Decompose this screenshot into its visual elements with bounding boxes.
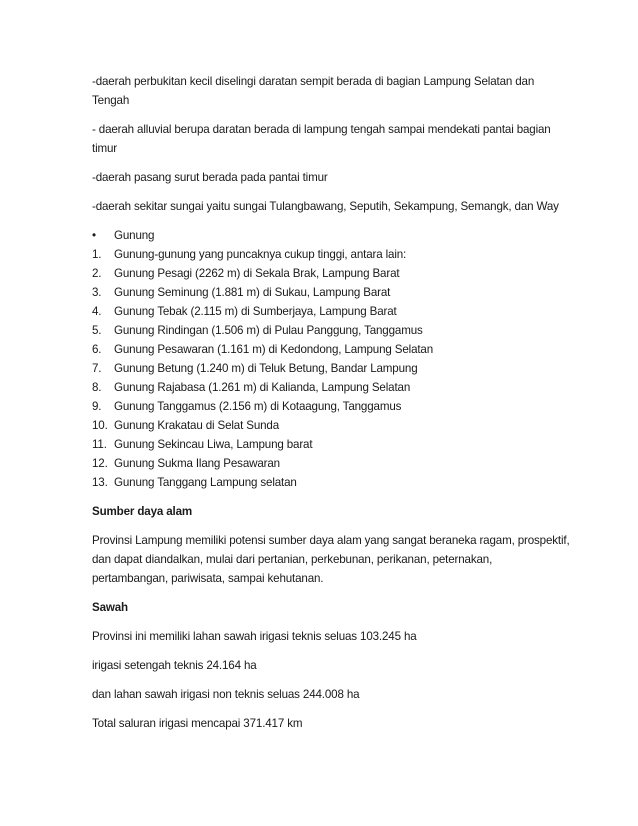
list-marker: 8. [92, 381, 102, 394]
list-item-text: Gunung [114, 229, 155, 242]
list-marker: 13. [92, 476, 108, 489]
list-item-text: Gunung Sekincau Liwa, Lampung barat [114, 438, 313, 451]
list-item [92, 359, 570, 378]
paragraph-pasang-surut: -daerah pasang surut berada pada pantai timur [92, 171, 328, 184]
paragraph-sumber-daya-alam: Provinsi Lampung memiliki potensi sumber daya alam yang sangat beraneka ragam, prospektif, dan dapat diandalkan, mulai dari pertanian, perkebunan, perikanan, peternakan, pertambangan, pariwisata, sampai kehutanan. [92, 534, 570, 585]
list-marker: 5. [92, 324, 102, 337]
paragraph-perbukitan: -daerah perbukitan kecil diselingi daratan sempit berada di bagian Lampung Selatan dan Tengah [92, 75, 535, 107]
list-marker: • [92, 229, 96, 242]
list-item-text: Gunung Tebak (2.115 m) di Sumberjaya, Lampung Barat [114, 305, 397, 318]
list-marker: 2. [92, 267, 102, 280]
heading-sumber-daya-alam: Sumber daya alam [92, 505, 193, 518]
list-item-text: Gunung-gunung yang puncaknya cukup tinggi, antara lain: [114, 248, 407, 261]
list-marker: 11. [92, 438, 107, 451]
list-item-text: Gunung Betung (1.240 m) di Teluk Betung, Bandar Lampung [114, 362, 418, 375]
heading-sawah: Sawah [92, 601, 128, 614]
paragraph-sawah-non-teknis: dan lahan sawah irigasi non teknis seluas 244.008 ha [92, 688, 360, 701]
list-marker: 9. [92, 400, 102, 413]
list-item-text: Gunung Krakatau di Selat Sunda [114, 419, 280, 432]
list-marker: 6. [92, 343, 102, 356]
list-item [92, 264, 570, 283]
list-marker: 4. [92, 305, 102, 318]
list-item-text: Gunung Tanggang Lampung selatan [114, 476, 297, 489]
list-item [92, 226, 570, 245]
paragraph-alluvial: - daerah alluvial berupa daratan berada di lampung tengah sampai mendekati pantai bagian timur [92, 123, 551, 155]
list-item-text: Gunung Seminung (1.881 m) di Sukau, Lampung Barat [114, 286, 391, 299]
list-item-text: Gunung Pesawaran (1.161 m) di Kedondong, Lampung Selatan [114, 343, 434, 356]
list-marker: 3. [92, 286, 102, 299]
list-item [92, 321, 570, 340]
list-item [92, 245, 570, 264]
list-item [92, 454, 570, 473]
list-item [92, 283, 570, 302]
paragraph-saluran-irigasi: Total saluran irigasi mencapai 371.417 km [92, 717, 303, 730]
list-item-text: Gunung Sukma Ilang Pesawaran [114, 457, 280, 470]
list-marker: 7. [92, 362, 102, 375]
list-item-text: Gunung Rindingan (1.506 m) di Pulau Panggung, Tanggamus [114, 324, 423, 337]
paragraph-sawah-teknis: Provinsi ini memiliki lahan sawah irigasi teknis seluas 103.245 ha [92, 630, 417, 643]
list-item-text: Gunung Pesagi (2262 m) di Sekala Brak, Lampung Barat [114, 267, 400, 280]
list-item [92, 435, 570, 454]
list-item [92, 397, 570, 416]
list-item [92, 473, 570, 492]
list-item [92, 378, 570, 397]
document-page [92, 72, 570, 743]
list-marker: 12. [92, 457, 108, 470]
list-item-text: Gunung Rajabasa (1.261 m) di Kalianda, Lampung Selatan [114, 381, 411, 394]
list-marker: 10. [92, 419, 108, 432]
list-marker: 1. [92, 248, 102, 261]
list-item [92, 340, 570, 359]
list-item-text: Gunung Tanggamus (2.156 m) di Kotaagung, Tanggamus [114, 400, 402, 413]
paragraph-sungai: -daerah sekitar sungai yaitu sungai Tulangbawang, Seputih, Sekampung, Semangk, dan Way [92, 200, 559, 213]
paragraph-sawah-setengah-teknis: irigasi setengah teknis 24.164 ha [92, 659, 257, 672]
gunung-list [92, 226, 570, 492]
list-item [92, 416, 570, 435]
list-item [92, 302, 570, 321]
